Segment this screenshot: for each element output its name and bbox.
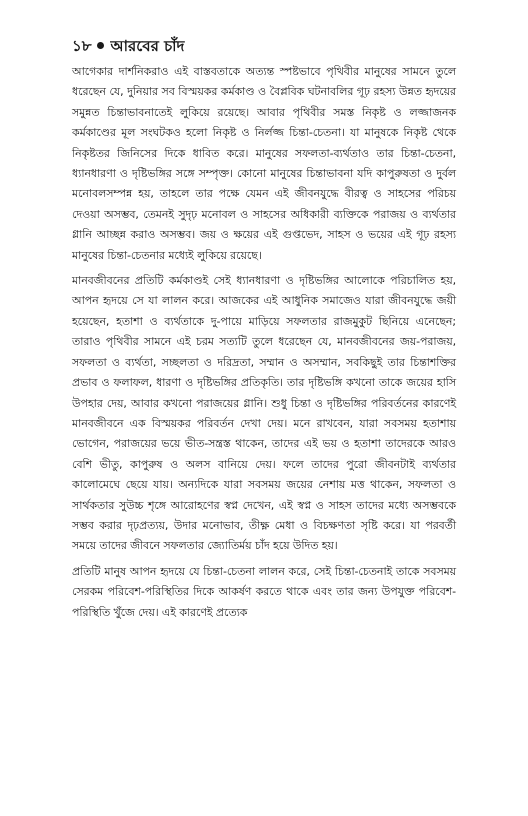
book-title: আরবের চাঁদ bbox=[110, 37, 185, 55]
page-number: ১৮ bbox=[72, 37, 92, 55]
book-page bbox=[72, 36, 456, 628]
body-paragraph-2: মানবজীবনের প্রতিটি কর্মকাণ্ডই সেই ধ্যানধারণা ও দৃষ্টিভঙ্গির আলোকে পরিচালিত হয়, আপন হৃদয়ে সে যা লালন করে। আজকের এই আধুনিক সমাজেও যারা জীবনযুদ্ধে জয়ী হয়েছেন, হতাশা ও ব্যর্থতাকে দু-পায়ে মাড়িয়ে সফলতার রাজমুকুট ছিনিয়ে এনেছেন; তারাও পৃথিবীর সামনে এই চরম সত্যটি তুলে ধরেছেন যে, মানবজীবনের জয়-পরাজয়, সফলতা ও ব্যর্থতা, সচ্ছলতা ও দরিদ্রতা, সম্মান ও অসম্মান, সবকিছুই তার চিন্তাশক্তির প্রভাব ও ফলাফল, ধারণা ও দৃষ্টিভঙ্গির প্রতিকৃতি। তার দৃষ্টিভঙ্গি কখনো তাকে জয়ের হাসি উপহার দেয়, আবার কখনো পরাজয়ের গ্লানি। শুধু চিন্তা ও দৃষ্টিভঙ্গির পরিবর্তনের কারণেই মানবজীবনে এক বিস্ময়কর পরিবর্তন দেখা দেয়। মনে রাখবেন, যারা সবসময় হতাশায় ভোগেন, পরাজয়ের ভয়ে ভীত-সন্ত্রস্ত থাকেন, তাদের এই ভয় ও হতাশা তাদেরকে আরও বেশি ভীতু, কাপুরুষ ও অলস বানিয়ে দেয়। ফলে তাদের পুরো জীবনটাই ব্যর্থতার কালোমেঘে ছেয়ে যায়। অন্যদিকে যারা সবসময় জয়ের নেশায় মত্ত থাকেন, সফলতা ও সার্থকতার সুউচ্চ শৃঙ্গে আরোহণের স্বপ্ন দেখেন, এই স্বপ্ন ও সাহস তাদের মধ্যে অসম্ভবকে সম্ভব করার দৃঢ়প্রত্যয়, উদার মনোভাব, তীক্ষ্ণ মেধা ও বিচক্ষণতা সৃষ্টি করে। যা পরবর্তী সময়ে তাদের জীবনে সফলতার জ্যোতির্ময় চাঁদ হয়ে উদিত হয়। bbox=[72, 274, 456, 553]
body-paragraph-3: প্রতিটি মানুষ আপন হৃদয়ে যে চিন্তা-চেতনা লালন করে, সেই চিন্তা-চেতনাই তাকে সবসময় সেরকম পরিবেশ-পরিস্থিতির দিকে আকর্ষণ করতে থাকে এবং তার জন্য উপযুক্ত পরিবেশ-পরিস্থিতি খুঁজে দেয়। এই কারণেই প্রত্যেক bbox=[72, 564, 456, 619]
bullet-separator-icon bbox=[97, 42, 104, 49]
body-paragraph-1: আগেকার দার্শনিকরাও এই বাস্তবতাকে অত্যন্ত স্পষ্টভাবে পৃথিবীর মানুষের সামনে তুলে ধরেছেন যে, দুনিয়ার সব বিস্ময়কর কর্মকাণ্ড ও বৈপ্লবিক ঘটনাবলির গূঢ় রহস্য উন্নত হৃদয়ের সমুন্নত চিন্তাভাবনাতেই লুকিয়ে রয়েছে। আবার পৃথিবীর সমস্ত নিকৃষ্ট ও লজ্জাজনক কর্মকাণ্ডের মূল সংঘটকও হলো নিকৃষ্ট ও নির্লজ্জ চিন্তা-চেতনা। যা মানুষকে নিকৃষ্ট থেকে নিকৃষ্টতর জিনিসের দিকে ধাবিত করে। মানুষের সফলতা-ব্যর্থতাও তার চিন্তা-চেতনা, ধ্যানধারণা ও দৃষ্টিভঙ্গির সঙ্গে সম্পৃক্ত। কোনো মানুষের চিন্তাভাবনা যদি কাপুরুষতা ও দুর্বল মনোবলসম্পন্ন হয়, তাহলে তার পক্ষে যেমন এই জীবনযুদ্ধে বীরত্ব ও সাহসের পরিচয় দেওয়া অসম্ভব, তেমনই সুদৃঢ় মনোবল ও সাহসের অধিকারী ব্যক্তিকে পরাজয় ও ব্যর্থতার গ্লানি আচ্ছন্ন করাও অসম্ভব। জয় ও ক্ষয়ের এই গুপ্তভেদ, সাহস ও ভয়ের এই গূঢ় রহস্য মানুষের চিন্তা-চেতনার মধ্যেই লুকিয়ে রয়েছে। bbox=[72, 65, 456, 262]
running-head bbox=[72, 36, 456, 56]
